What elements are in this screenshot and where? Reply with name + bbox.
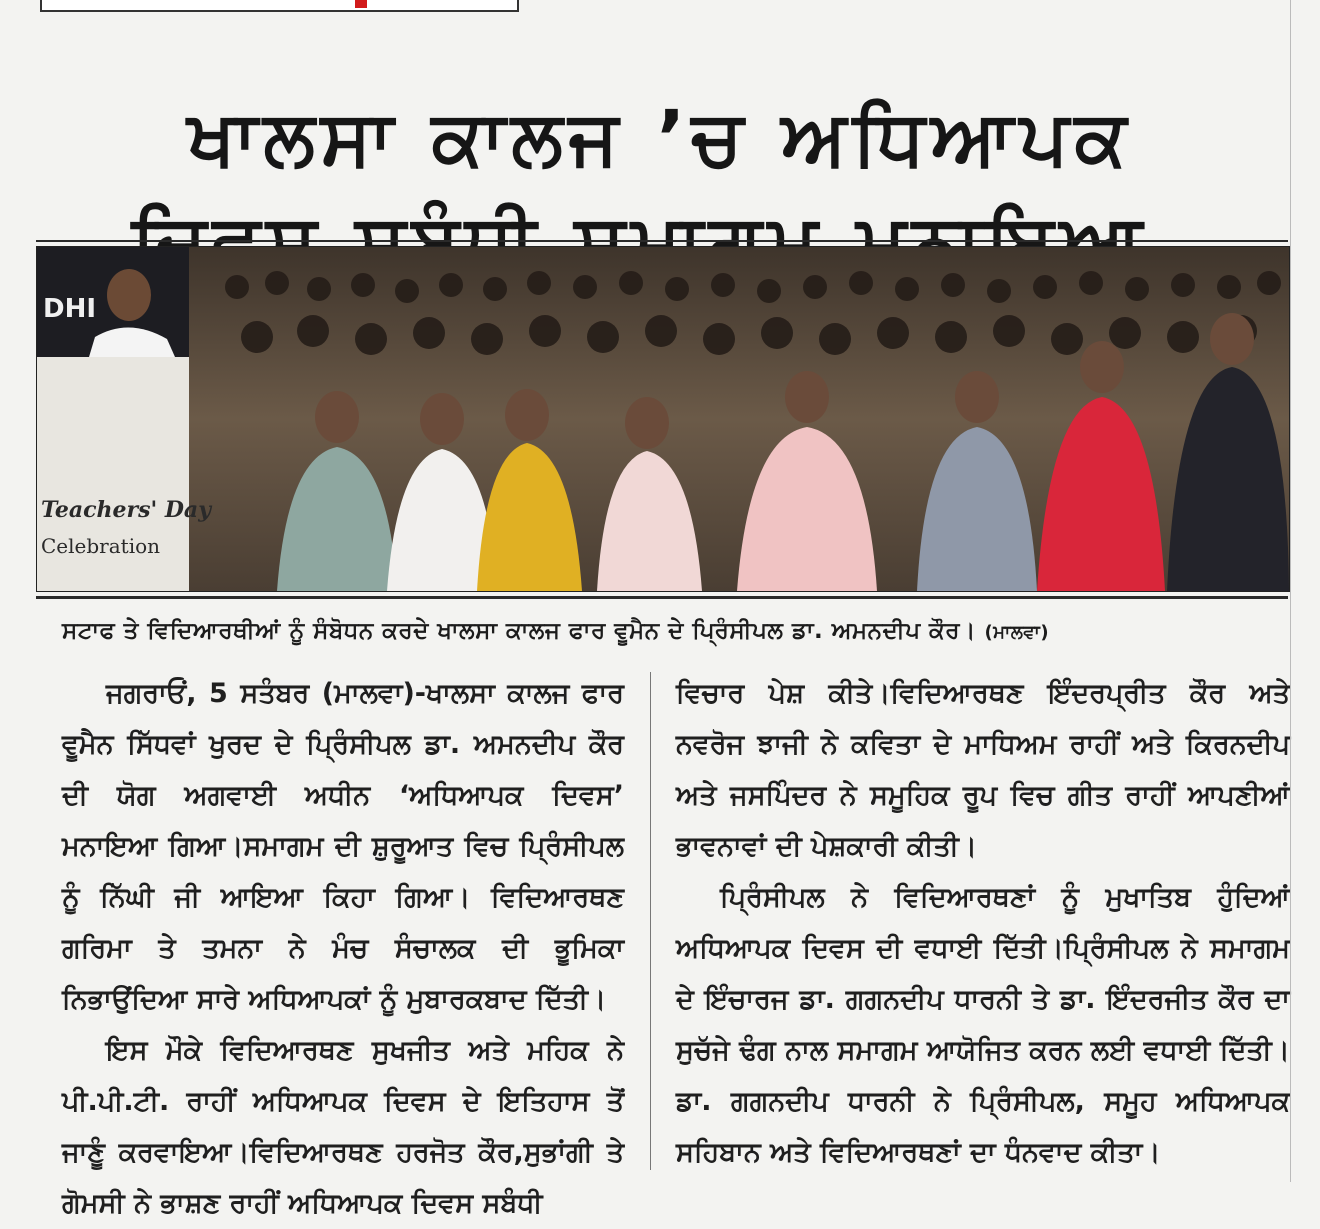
article-paragraph: ਇਸ ਮੌਕੇ ਵਿਦਿਆਰਥਣ ਸੁਖਜੀਤ ਅਤੇ ਮਹਿਕ ਨੇ ਪੀ.ਪੀ.ਟੀ. ਰਾਹੀਂ ਅਧਿਆਪਕ ਦਿਵਸ ਦੇ ਇਤਿਹਾਸ ਤੋਂ ਜਾਣੂੰ ਕਰਵਾਇਆ।ਵਿਦਿਆਰਥਣ ਹਰਜੋਤ ਕੌਰ,ਸੁਭਾਂਗੀ ਤੇ ਗੋਮਸੀ ਨੇ ਭਾਸ਼ਣ ਰਾਹੀਂ ਅਧਿਆਪਕ ਦਿਵਸ ਸਬੰਧੀ — [62, 1035, 624, 1219]
banner-text-2: Teachers' Day — [41, 497, 211, 523]
event-photo — [36, 246, 1290, 592]
speaker-head — [107, 269, 151, 321]
article-paragraph: ਜਗਰਾਓਂ, 5 ਸਤੰਬਰ (ਮਾਲਵਾ)-ਖਾਲਸਾ ਕਾਲਜ ਫਾਰ ਵੂਮੈਨ ਸਿੱਧਵਾਂ ਖੁਰਦ ਦੇ ਪ੍ਰਿੰਸੀਪਲ ਡਾ. ਅਮਨਦੀਪ ਕੌਰ ਦੀ ਯੋਗ ਅਗਵਾਈ ਅਧੀਨ ‘ਅਧਿਆਪਕ ਦਿਵਸ’ ਮਨਾਇਆ ਗਿਆ।ਸਮਾਗਮ ਦੀ ਸ਼ੁਰੂਆਤ ਵਿਚ ਪ੍ਰਿੰਸੀਪਲ ਨੂੰ ਨਿੱਘੀ ਜੀ ਆਇਆ ਕਿਹਾ ਗਿਆ। ਵਿਦਿਆਰਥਣ ਗਰਿਮਾ ਤੇ ਤਮਨਾ ਨੇ ਮੰਚ ਸੰਚਾਲਕ ਦੀ ਭੂਮਿਕਾ ਨਿਭਾਉਂਦਿਆ ਸਾਰੇ ਅਧਿਆਪਕਾਂ ਨੂੰ ਮੁਬਾਰਕਬਾਦ ਦਿੱਤੀ। — [62, 678, 624, 1015]
banner-text-3: Celebration — [41, 534, 161, 558]
photo-caption — [62, 618, 1292, 644]
caption-text: ਸਟਾਫ ਤੇ ਵਿਦਿਆਰਥੀਆਂ ਨੂੰ ਸੰਬੋਧਨ ਕਰਦੇ ਖਾਲਸਾ ਕਾਲਜ ਫਾਰ ਵੂਮੈਨ ਦੇ ਪ੍ਰਿੰਸੀਪਲ ਡਾ. ਅਮਨਦੀਪ ਕੌਰ। — [62, 618, 976, 644]
column-divider — [650, 672, 651, 1170]
article-column-right — [676, 668, 1290, 1178]
red-marker — [355, 0, 367, 8]
right-edge-rule — [1290, 0, 1291, 1182]
banner-text-1: DHI — [43, 294, 97, 324]
caption-credit: (ਮਾਲਵਾ) — [984, 622, 1050, 643]
top-rule — [36, 240, 1288, 242]
article-paragraph: ਵਿਚਾਰ ਪੇਸ਼ ਕੀਤੇ।ਵਿਦਿਆਰਥਣ ਇੰਦਰਪ੍ਰੀਤ ਕੌਰ ਅਤੇ ਨਵਰੋਜ ਝਾਜੀ ਨੇ ਕਵਿਤਾ ਦੇ ਮਾਧਿਅਮ ਰਾਹੀਂ ਅਤੇ ਕਿਰਨਦੀਪ ਅਤੇ ਜਸਪਿੰਦਰ ਨੇ ਸਮੂਹਿਕ ਰੂਪ ਵਿਚ ਗੀਤ ਰਾਹੀਂ ਆਪਣੀਆਂ ਭਾਵਨਾਵਾਂ ਦੀ ਪੇਸ਼ਕਾਰੀ ਕੀਤੀ। — [676, 678, 1290, 862]
headline-line-1: ਖਾਲਸਾ ਕਾਲਜ ’ਚ ਅਧਿਆਪਕ — [187, 92, 1133, 182]
audience-photo-illustration — [37, 247, 1289, 591]
article-paragraph: ਪ੍ਰਿੰਸੀਪਲ ਨੇ ਵਿਦਿਆਰਥਣਾਂ ਨੂੰ ਮੁਖਾਤਿਬ ਹੁੰਦਿਆਂ ਅਧਿਆਪਕ ਦਿਵਸ ਦੀ ਵਧਾਈ ਦਿੱਤੀ।ਪ੍ਰਿੰਸੀਪਲ ਨੇ ਸਮਾਗਮ ਦੇ ਇੰਚਾਰਜ ਡਾ. ਗਗਨਦੀਪ ਧਾਰਨੀ ਤੇ ਡਾ. ਇੰਦਰਜੀਤ ਕੌਰ ਦਾ ਸੁਚੱਜੇ ਢੰਗ ਨਾਲ ਸਮਾਗਮ ਆਯੋਜਿਤ ਕਰਨ ਲਈ ਵਧਾਈ ਦਿੱਤੀ। ਡਾ. ਗਗਨਦੀਪ ਧਾਰਨੀ ਨੇ ਪ੍ਰਿੰਸੀਪਲ, ਸਮੂਹ ਅਧਿਆਪਕ ਸਹਿਬਾਨ ਅਤੇ ਵਿਦਿਆਰਥਣਾਂ ਦਾ ਧੰਨਵਾਦ ਕੀਤਾ। — [676, 882, 1290, 1168]
article-column-left — [62, 668, 624, 1229]
photo-bottom-rule — [36, 596, 1288, 599]
previous-article-frame — [40, 0, 519, 12]
